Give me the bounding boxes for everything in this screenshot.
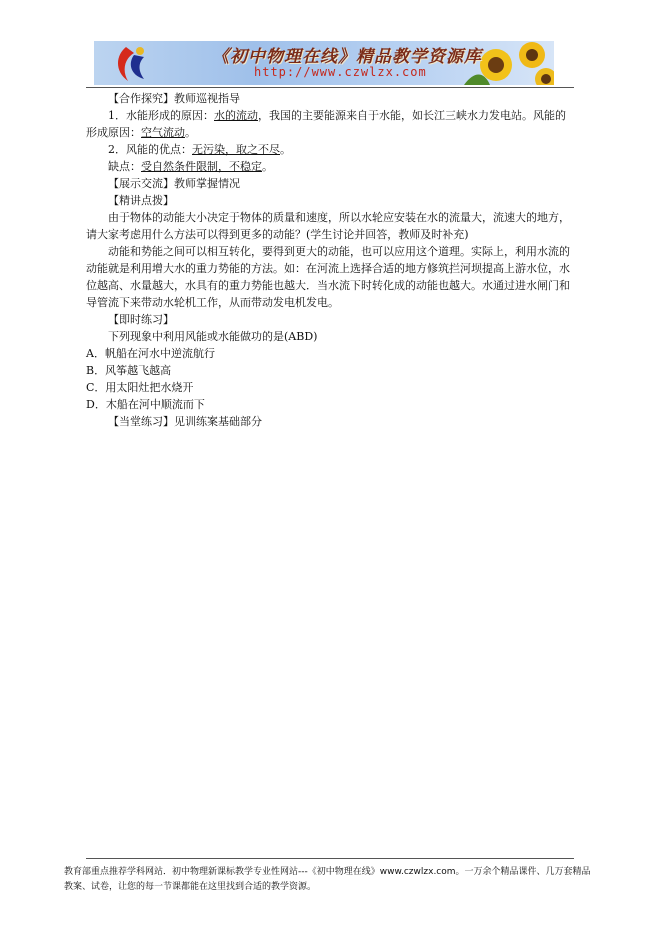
answer-underlined: 受自然条件限制，不稳定 — [141, 160, 262, 173]
section-heading-class-exercise: 【当堂练习】见训练案基础部分 — [108, 415, 262, 428]
section-heading-cooperative: 【合作探究】教师巡视指导 — [108, 92, 240, 105]
option-c: C．用太阳灶把水烧开 — [86, 381, 194, 394]
section-heading-explain: 【精讲点拨】 — [108, 194, 174, 207]
text: 2．风能的优点： — [108, 143, 192, 156]
paragraph-wind-disadvantages — [86, 158, 576, 175]
logo-icon — [118, 47, 144, 81]
text: 。 — [280, 143, 291, 156]
text: 。 — [262, 160, 273, 173]
section-heading-exchange: 【展示交流】教师掌握情况 — [108, 177, 240, 190]
document-body — [86, 90, 576, 430]
text: 。 — [185, 126, 196, 139]
banner-url: http://www.czwlzx.com — [254, 65, 427, 79]
answer-underlined: 空气流动 — [141, 126, 185, 139]
paragraph-water-wind-energy — [86, 107, 576, 141]
footer-text: 教育部重点推荐学科网站．初中物理新课标教学专业性网站---《初中物理在线》www.czwlzx.com。一万余个精品课件、几万套精品教案、试卷，让您的每一节课都能在这里找到合适的教学资源。 — [64, 867, 591, 892]
text: ，我国的主要能源来自于水能，如长江三峡水力发电站。风能的形成原因： — [86, 109, 566, 139]
option-a: A．帆船在河水中逆流航行 — [86, 347, 215, 360]
text: 1．水能形成的原因： — [108, 109, 214, 122]
paragraph-wind-advantages — [86, 141, 576, 158]
section-heading-practice: 【即时练习】 — [108, 313, 174, 326]
paragraph-kinetic-energy: 由于物体的动能大小决定于物体的质量和速度，所以水轮应安装在水的流量大，流速大的地方，请大家考虑用什么方法可以得到更多的动能？(学生讨论并回答，教师及时补充) — [86, 211, 570, 241]
question-text: 下列现象中利用风能或水能做功的是(ABD) — [108, 330, 318, 343]
footer-rule — [86, 858, 574, 859]
answer-underlined: 水的流动 — [214, 109, 258, 122]
option-d: D．木船在河中顺流而下 — [86, 398, 205, 411]
option-b: B．风筝越飞越高 — [86, 364, 172, 377]
text: 缺点： — [108, 160, 141, 173]
header-rule — [86, 87, 574, 88]
paragraph-energy-conversion: 动能和势能之间可以相互转化，要得到更大的动能，也可以应用这个道理。实际上，利用水流的动能就是利用增大水的重力势能的方法。如：在河流上选择合适的地方修筑拦河坝提高上游水位，水位越高、水量越大，水具有的重力势能也越大．当水流下时转化成的动能也越大。水通过进水闸门和导管流下来带动水轮机工作，从而带动发电机发电。 — [86, 245, 570, 309]
answer-underlined: 无污染，取之不尽 — [192, 143, 280, 156]
header-banner — [94, 41, 554, 85]
banner-title: 《初中物理在线》精品教学资源库 — [212, 47, 482, 67]
